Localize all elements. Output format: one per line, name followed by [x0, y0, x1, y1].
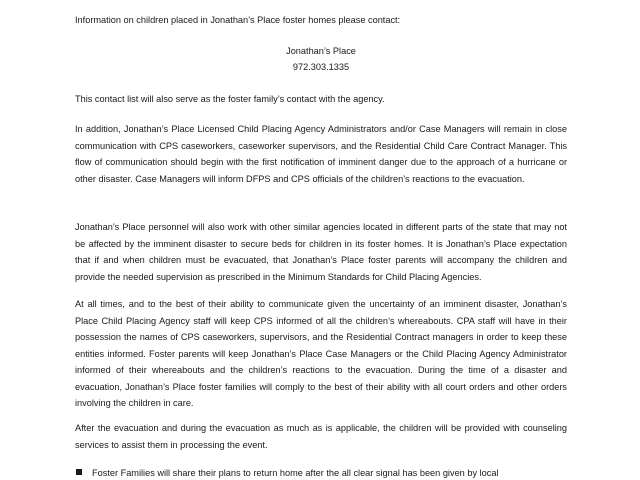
bullet-text: Foster Families will share their plans to return home after the all clear signal has been given by local [92, 468, 499, 478]
contact-name: Jonathan’s Place [286, 46, 356, 56]
intro-text: Information on children placed in Jonathan’s Place foster homes please contact: [75, 15, 401, 25]
all-times-paragraph: At all times, and to the best of their ability to communicate given the uncertainty of an imminent disaster, Jonathan’s Place Child Placing Agency staff will keep CPS informed of all the children’s whereabouts. CPA staff will have in their possession the names of CPS caseworkers, supervisors, and the Residential Contract managers in order to keep these entities informed. Foster parents will keep Jonathan’s Place Case Managers or the Child Placing Agency Administrator informed of their whereabouts and the children’s reactions to the evacuation. During the time of a disaster and evacuation, Jonathan’s Place foster families will comply to the best of their ability with all court orders and other orders involving the children in care. [75, 299, 567, 408]
addition-paragraph: In addition, Jonathan’s Place Licensed Child Placing Agency Administrators and/or Case Managers will remain in close communication with CPS caseworkers, caseworker supervisors, and the Residential Child Care Contract Manager. This flow of communication should begin with the first notification of imminent danger due to the approach of a hurricane or other disaster. Case Managers will inform DFPS and CPS officials of the children’s reactions to the evacuation. [75, 124, 567, 184]
contact-phone: 972.303.1335 [292, 62, 350, 72]
contact-list-paragraph: This contact list will also serve as the foster family’s contact with the agency. [75, 94, 385, 104]
after-evacuation-paragraph: After the evacuation and during the evacuation as much as is applicable, the children will be provided with counseling services to assist them in processing the event. [75, 423, 567, 450]
personnel-paragraph: Jonathan’s Place personnel will also work with other similar agencies located in different parts of the state that may not be affected by the imminent disaster to secure beds for children in its foster homes. It is Jonathan’s Place expectation that if and when children must be evacuated, that Jonathan’s Place foster parents will accompany the children and provide the needed supervision as prescribed in the Minimum Standards for Child Placing Agencies. [75, 222, 567, 282]
square-bullet-icon [76, 469, 82, 475]
bullet-list-item [75, 465, 567, 480]
